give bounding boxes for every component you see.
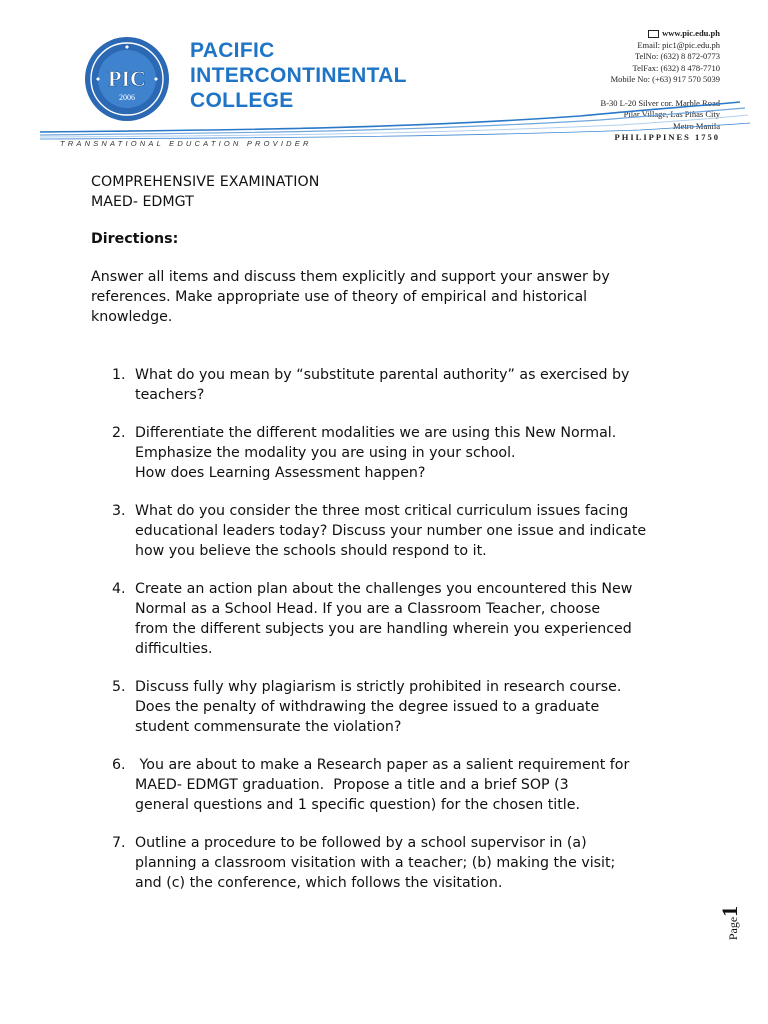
- question-line: Outline a procedure to be followed by a school supervisor in (a): [135, 835, 587, 851]
- mobile-line: Mobile No: (+63) 917 570 5039: [610, 74, 720, 84]
- college-name-line: COLLEGE: [190, 89, 294, 112]
- question-line: student commensurate the violation?: [135, 719, 402, 735]
- exam-content: [91, 172, 691, 911]
- question-number: 2.: [112, 425, 126, 441]
- question-number: 6.: [112, 757, 126, 773]
- question-item: [91, 677, 691, 737]
- directions-line: Answer all items and discuss them explicitly and support your answer by: [91, 269, 610, 285]
- question-line: and (c) the conference, which follows the visitation.: [135, 875, 503, 891]
- question-item: [91, 833, 691, 893]
- question-line: What do you mean by “substitute parental authority” as exercised by: [135, 367, 630, 383]
- question-line: planning a classroom visitation with a teacher; (b) making the visit;: [135, 855, 616, 871]
- question-item: [91, 755, 691, 815]
- directions-label: Directions:: [91, 231, 179, 247]
- directions-line: knowledge.: [91, 309, 173, 325]
- question-line: teachers?: [135, 387, 205, 403]
- question-number: 3.: [112, 503, 126, 519]
- question-line: Normal as a School Head. If you are a Classroom Teacher, choose: [135, 601, 601, 617]
- address-line: Metro Manila: [673, 120, 720, 131]
- question-number: 7.: [112, 835, 126, 851]
- address-line: B-30 L-20 Silver cor. Marble Road: [600, 97, 720, 108]
- question-line: Create an action plan about the challenges you encountered this New: [135, 581, 633, 597]
- question-item: [91, 423, 691, 483]
- question-item: [91, 501, 691, 561]
- question-list: [91, 365, 691, 893]
- question-line: MAED- EDMGT graduation. Propose a title and a brief SOP (3: [135, 777, 569, 793]
- telfax-line: TelFax: (632) 8 478-7710: [632, 62, 720, 73]
- question-line: What do you consider the three most critical curriculum issues facing: [135, 503, 629, 519]
- seal-text: PIC: [108, 66, 146, 91]
- tagline: TRANSNATIONAL EDUCATION PROVIDER: [60, 139, 312, 148]
- college-name-line: PACIFIC: [190, 39, 275, 62]
- country-line: PHILIPPINES 1750: [614, 132, 720, 142]
- question-line: Does the penalty of withdrawing the degree issued to a graduate: [135, 699, 600, 715]
- college-name-line: INTERCONTINENTAL: [190, 64, 407, 87]
- page-number: [718, 900, 742, 946]
- question-item: [91, 579, 691, 659]
- question-line: how you believe the schools should respond to it.: [135, 543, 487, 559]
- page-number-value: 1: [717, 905, 742, 917]
- website-link[interactable]: www.pic.edu.ph: [662, 28, 720, 38]
- email-line: Email: pic1@pic.edu.ph: [637, 39, 720, 50]
- question-line: educational leaders today? Discuss your number one issue and indicate: [135, 523, 647, 539]
- question-line: general questions and 1 specific question) for the chosen title.: [135, 797, 580, 813]
- exam-subtitle: MAED- EDMGT: [91, 194, 194, 210]
- question-number: 4.: [112, 581, 126, 597]
- question-line: difficulties.: [135, 641, 213, 657]
- computer-icon: [648, 30, 659, 38]
- letterhead: [0, 0, 768, 160]
- question-line: How does Learning Assessment happen?: [135, 465, 426, 481]
- question-line: Discuss fully why plagiarism is strictly prohibited in research course.: [135, 679, 622, 695]
- question-number: 1.: [112, 367, 126, 383]
- question-line: Emphasize the modality you are using in your school.: [135, 445, 516, 461]
- directions-line: references. Make appropriate use of theory of empirical and historical: [91, 289, 588, 305]
- question-line: from the different subjects you are handling wherein you experienced: [135, 621, 632, 637]
- directions-text: [91, 267, 691, 327]
- exam-title: COMPREHENSIVE EXAMINATION: [91, 174, 320, 190]
- seal-year: 2006: [119, 93, 135, 102]
- question-number: 5.: [112, 679, 126, 695]
- address-line: Pilar Village, Las Piñas City: [623, 109, 720, 119]
- website-line: [601, 28, 720, 40]
- page-word: Page: [726, 916, 740, 941]
- question-item: [91, 365, 691, 405]
- question-line: You are about to make a Research paper as a salient requirement for: [135, 757, 630, 773]
- question-line: Differentiate the different modalities we are using this New Normal.: [135, 425, 617, 441]
- telno-line: TelNo: (632) 8 872-0773: [634, 51, 720, 61]
